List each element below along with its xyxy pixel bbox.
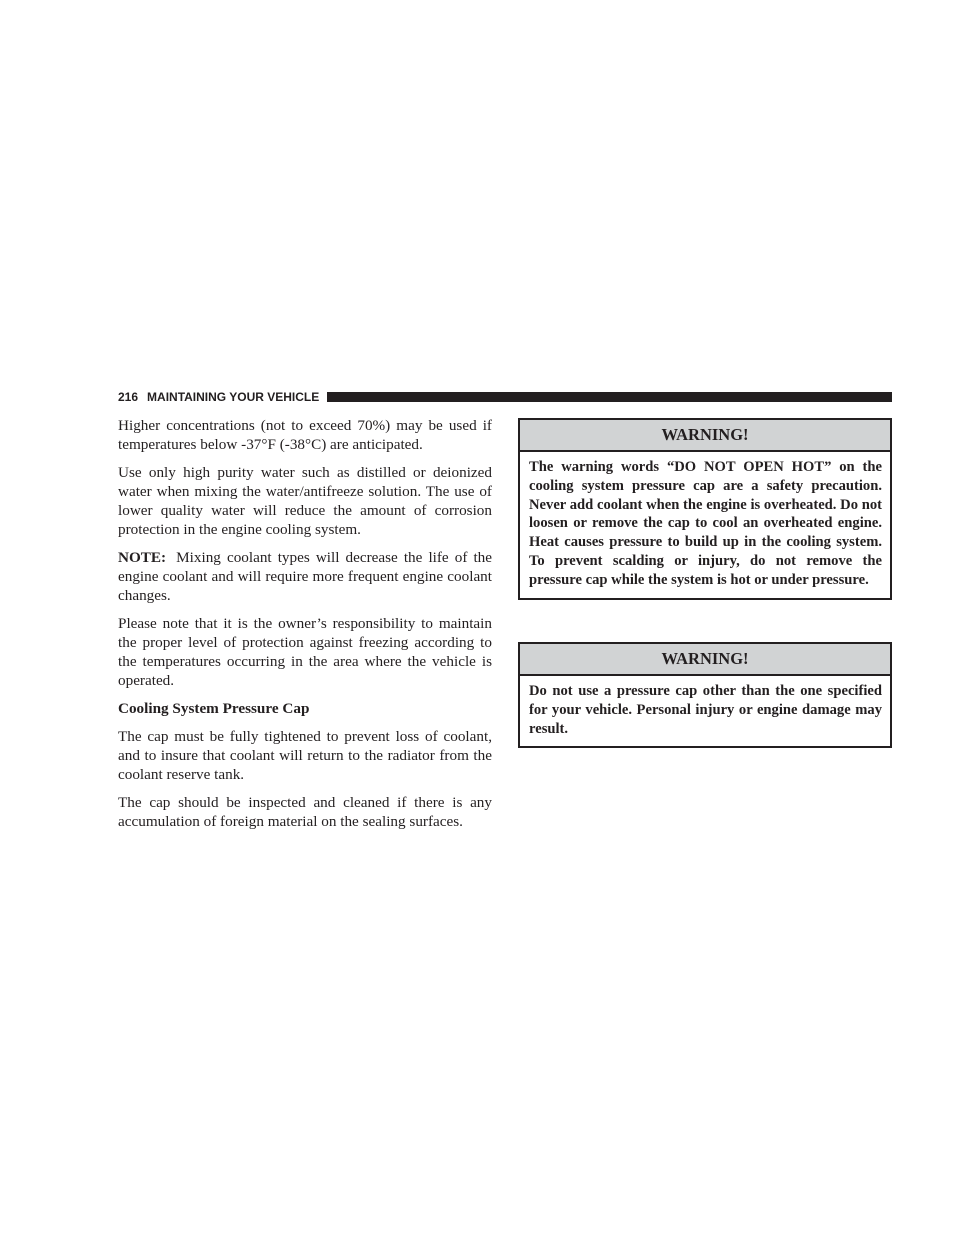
paragraph-owner-responsibility: Please note that it is the owner’s responsibility to maintain the proper level of protection against freezing according to the temperatures occurring in the area where the vehicle is operated. [118,615,492,689]
section-title: MAINTAINING YOUR VEHICLE [147,390,320,404]
paragraph-cap-tightened: The cap must be fully tightened to prevent loss of coolant, and to insure that coolant will return to the radiator from the coolant reserve tank. [118,728,492,783]
warning-title: WARNING! [520,420,890,452]
header-rule [327,392,892,402]
note-paragraph [118,548,492,605]
paragraph-water: Use only high purity water such as distilled or deionized water when mixing the water/antifreeze solution. The use of lower quality water will reduce the amount of corrosion protection in the engine cooling system. [118,464,492,538]
warning-title: WARNING! [520,644,890,676]
warning-box-hot [518,418,892,600]
warning-text: The warning words “DO NOT OPEN HOT” on the cooling system pressure cap are a safety precaution. Never add coolant when the engine is overheated. Do not loosen or remove the cap to cool an overheated engine. Heat causes pressure to build up in the cooling system. To prevent scalding or injury, do not remove the pressure cap while the system is hot or under pressure. [529,459,882,588]
page-header [118,389,892,405]
note-text: Mixing coolant types will decrease the life of the engine coolant and will require more frequent engine coolant changes. [118,549,492,604]
warning-text: Do not use a pressure cap other than the one specified for your vehicle. Personal injury or engine damage may result. [529,683,882,737]
subheading-pressure-cap: Cooling System Pressure Cap [118,700,310,717]
left-column [118,416,492,840]
paragraph-concentrations: Higher concentrations (not to exceed 70%) may be used if temperatures below -37°F (-38°C) are anticipated. [118,417,492,453]
note-label: NOTE: [118,549,167,566]
paragraph-cap-inspected: The cap should be inspected and cleaned if there is any accumulation of foreign material on the sealing surfaces. [118,794,492,830]
warning-box-cap [518,642,892,748]
page-number: 216 [118,390,139,404]
